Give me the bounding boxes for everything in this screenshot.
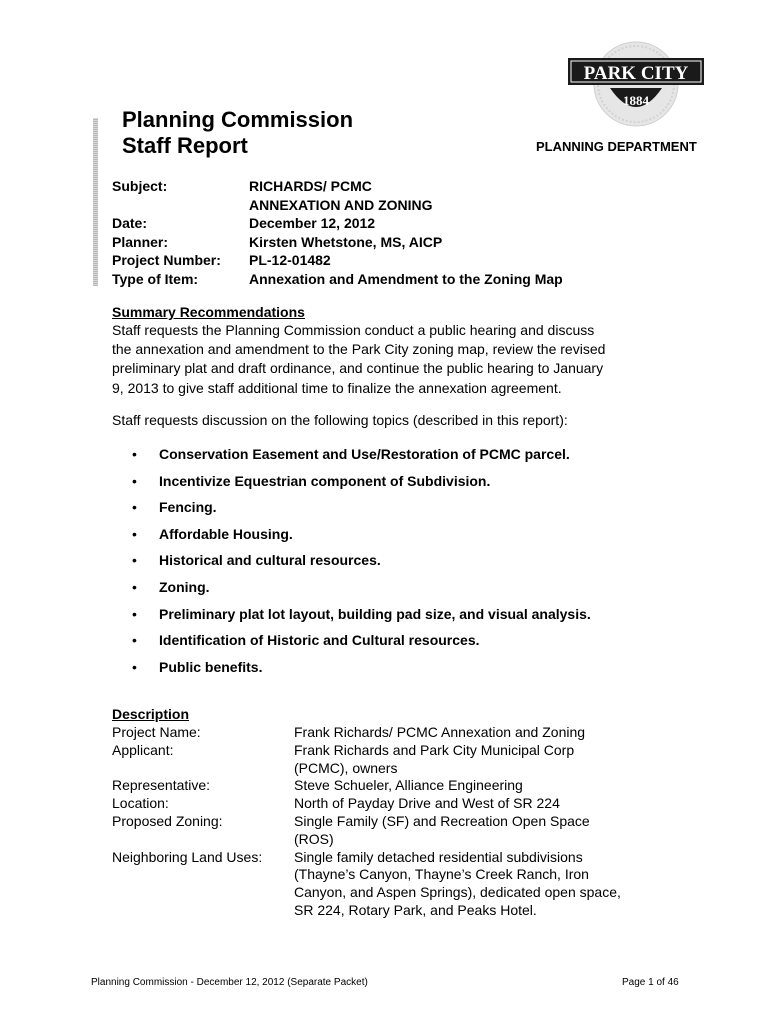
list-item: • Zoning.	[132, 578, 210, 595]
meta-value: ANNEXATION AND ZONING	[249, 196, 433, 213]
description-line: Canyon, and Aspen Springs), dedicated open space,	[294, 884, 621, 901]
meta-label: Subject:	[112, 178, 168, 194]
description-line: North of Payday Drive and West of SR 224	[294, 795, 560, 812]
meta-row	[112, 196, 563, 215]
park-city-logo	[556, 40, 716, 128]
report-meta	[112, 177, 563, 288]
description-row	[112, 813, 654, 849]
description-label: Representative:	[112, 777, 211, 794]
meta-value: Annexation and Amendment to the Zoning Map	[249, 270, 563, 287]
report-title-line1: Planning Commission	[122, 107, 354, 132]
description-line: Single Family (SF) and Recreation Open Space	[294, 812, 590, 829]
description-label: Location:	[112, 795, 169, 812]
list-item: • Public benefits.	[132, 658, 263, 675]
meta-row	[112, 270, 563, 289]
meta-row	[112, 177, 563, 196]
summary-line: the annexation and amendment to the Park City zoning map, review the revised	[112, 341, 606, 358]
footer-left: Planning Commission - December 12, 2012 (Separate Packet)	[91, 977, 368, 988]
topic-text: Identification of Historic and Cultural resources.	[159, 632, 480, 649]
topic-text: Conservation Easement and Use/Restoration of PCMC parcel.	[159, 446, 570, 462]
summary-paragraph	[112, 321, 672, 398]
list-item: • Incentivize Equestrian component of Subdivision.	[132, 472, 491, 489]
description-line: Frank Richards and Park City Municipal Corp	[294, 741, 575, 758]
description-line: (ROS)	[294, 830, 334, 847]
topics-list	[132, 446, 591, 685]
meta-label: Date:	[112, 215, 148, 231]
topic-text: Affordable Housing.	[159, 525, 293, 542]
description-heading: Description	[112, 706, 190, 722]
description-line: (Thayne’s Canyon, Thayne’s Creek Ranch, Iron	[294, 866, 589, 883]
description-line: SR 224, Rotary Park, and Peaks Hotel.	[294, 901, 537, 918]
meta-row	[112, 214, 563, 233]
summary-heading: Summary Recommendations	[112, 304, 305, 320]
description-row	[112, 724, 654, 742]
topic-text: Fencing.	[159, 499, 217, 516]
description-line: (PCMC), owners	[294, 759, 398, 776]
meta-value: PL-12-01482	[249, 252, 331, 268]
description-value	[294, 849, 654, 920]
description-line: Steve Schueler, Alliance Engineering	[294, 777, 523, 794]
logo-name: PARK CITY	[583, 63, 689, 84]
summary-line: 9, 2013 to give staff additional time to finalize the annexation agreement.	[112, 379, 562, 396]
description-value	[294, 777, 654, 795]
description-line: Single family detached residential subdivisions	[294, 848, 583, 865]
description-label: Proposed Zoning:	[112, 812, 223, 829]
list-item: • Conservation Easement and Use/Restoration of PCMC parcel.	[132, 446, 570, 462]
description-label: Applicant:	[112, 741, 174, 758]
topic-text: Zoning.	[159, 578, 210, 595]
list-item: • Preliminary plat lot layout, building pad size, and visual analysis.	[132, 605, 591, 622]
description-value	[294, 795, 654, 813]
description-row	[112, 742, 654, 778]
meta-row	[112, 251, 563, 270]
list-item: • Fencing.	[132, 499, 217, 516]
meta-value: RICHARDS/ PCMC	[249, 178, 372, 194]
header-side-bar	[93, 118, 98, 286]
description-value	[294, 813, 654, 849]
description-value	[294, 742, 654, 778]
topic-text: Incentivize Equestrian component of Subdivision.	[159, 472, 491, 489]
description-label: Project Name:	[112, 724, 201, 740]
summary-line: preliminary plat and draft ordinance, and continue the public hearing to January	[112, 360, 604, 377]
department-label: PLANNING DEPARTMENT	[536, 139, 697, 154]
logo-year: 1884	[623, 93, 649, 108]
description-row	[112, 777, 654, 795]
description-line: Frank Richards/ PCMC Annexation and Zoning	[294, 724, 586, 740]
summary-line: Staff requests the Planning Commission conduct a public hearing and discuss	[112, 322, 595, 338]
meta-label	[112, 196, 249, 215]
page-number: Page 1 of 46	[622, 977, 679, 988]
list-item: • Identification of Historic and Cultural resources.	[132, 632, 480, 649]
report-title-line2: Staff Report	[122, 133, 248, 158]
description-label: Neighboring Land Uses:	[112, 848, 263, 865]
description-table	[112, 724, 654, 920]
description-row	[112, 795, 654, 813]
description-row	[112, 849, 654, 920]
meta-label: Planner:	[112, 233, 169, 250]
meta-row	[112, 233, 563, 252]
description-value	[294, 724, 654, 742]
topic-text: Historical and cultural resources.	[159, 552, 381, 569]
topic-text: Public benefits.	[159, 658, 263, 675]
meta-value: December 12, 2012	[249, 215, 376, 231]
list-item: • Affordable Housing.	[132, 525, 293, 542]
meta-value: Kirsten Whetstone, MS, AICP	[249, 233, 443, 250]
topic-text: Preliminary plat lot layout, building pad size, and visual analysis.	[159, 605, 591, 622]
topics-intro: Staff requests discussion on the following topics (described in this report):	[112, 412, 568, 428]
meta-label: Type of Item:	[112, 270, 199, 287]
meta-label: Project Number:	[112, 252, 221, 268]
list-item: • Historical and cultural resources.	[132, 552, 381, 569]
